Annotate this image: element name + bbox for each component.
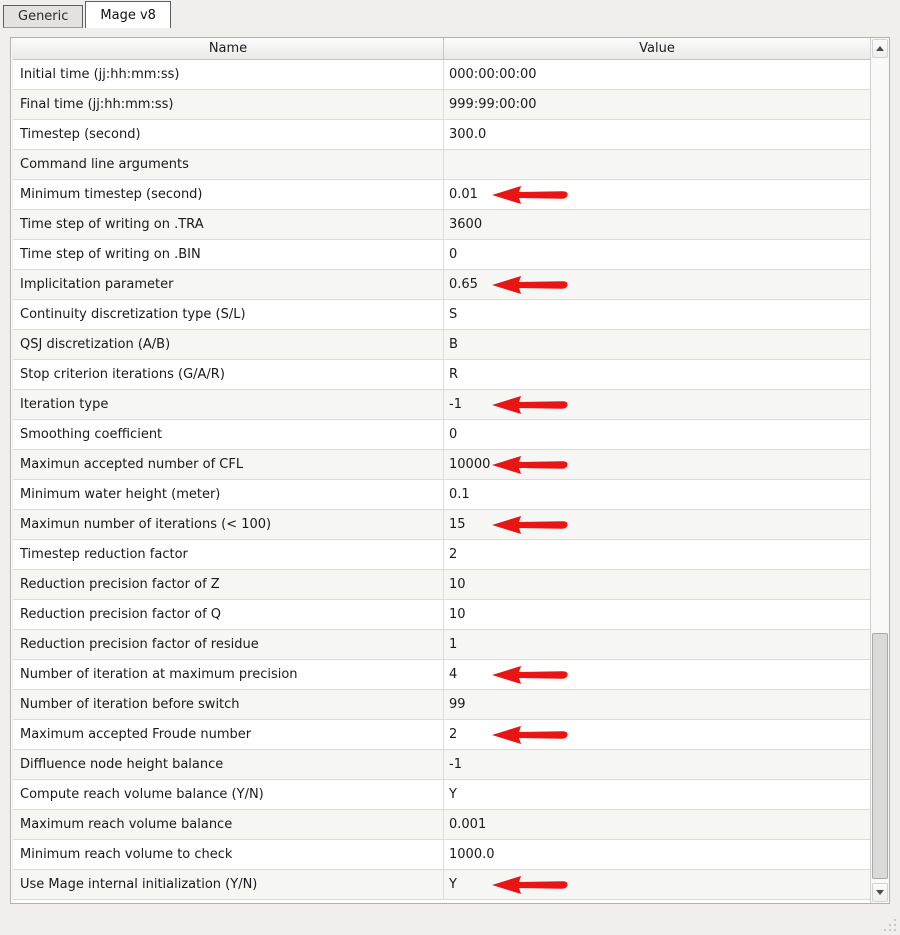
row-value-text: 000:00:00:00 (449, 67, 537, 82)
red-left-arrow-icon (490, 185, 572, 205)
table-row[interactable] (13, 360, 870, 390)
row-value-text: 0.65 (449, 277, 478, 292)
red-left-arrow-icon (490, 665, 572, 685)
row-name: Reduction precision factor of residue (13, 630, 444, 659)
row-value-text: S (449, 307, 458, 322)
row-value (444, 270, 870, 299)
row-value-text: 999:99:00:00 (449, 97, 537, 112)
row-value-text: 4 (449, 667, 458, 682)
table-body (13, 60, 870, 900)
row-name: Timestep reduction factor (13, 540, 444, 569)
row-name: Implicitation parameter (13, 270, 444, 299)
row-name: Maximum accepted Froude number (13, 720, 444, 749)
row-name: Timestep (second) (13, 120, 444, 149)
triangle-down-icon (876, 890, 884, 895)
table-row[interactable] (13, 690, 870, 720)
resize-grip[interactable] (882, 917, 898, 933)
row-name: Number of iteration at maximum precision (13, 660, 444, 689)
table-row[interactable] (13, 750, 870, 780)
table-row[interactable] (13, 60, 870, 90)
table-row[interactable] (13, 810, 870, 840)
row-value (444, 150, 870, 179)
row-value (444, 660, 870, 689)
row-value-text: B (449, 337, 458, 352)
row-value-text: 10 (449, 577, 466, 592)
row-value-text: 10000 (449, 457, 491, 472)
row-value (444, 120, 870, 149)
row-value-text: 0.01 (449, 187, 478, 202)
table-row[interactable] (13, 870, 870, 900)
row-name: Time step of writing on .TRA (13, 210, 444, 239)
row-value (444, 750, 870, 779)
table-row[interactable] (13, 300, 870, 330)
table-row[interactable] (13, 90, 870, 120)
row-name: QSJ discretization (A/B) (13, 330, 444, 359)
row-value-text: Y (449, 787, 457, 802)
row-value (444, 690, 870, 719)
table-header (13, 38, 870, 60)
row-name: Command line arguments (13, 150, 444, 179)
tab-mage-v8[interactable] (85, 1, 171, 28)
row-name: Maximun number of iterations (< 100) (13, 510, 444, 539)
row-value-text: 99 (449, 697, 466, 712)
row-value-text: 1 (449, 637, 458, 652)
row-name: Final time (jj:hh:mm:ss) (13, 90, 444, 119)
row-name: Reduction precision factor of Q (13, 600, 444, 629)
row-name: Iteration type (13, 390, 444, 419)
red-left-arrow-icon (490, 725, 572, 745)
row-name: Reduction precision factor of Z (13, 570, 444, 599)
triangle-up-icon (876, 46, 884, 51)
row-value-text: Y (449, 877, 457, 892)
row-value-text: 2 (449, 547, 458, 562)
row-name: Compute reach volume balance (Y/N) (13, 780, 444, 809)
row-value-text: 10 (449, 607, 466, 622)
scrollbar-track[interactable] (871, 59, 889, 882)
row-name: Time step of writing on .BIN (13, 240, 444, 269)
table-row[interactable] (13, 180, 870, 210)
tab-generic[interactable] (3, 5, 83, 28)
row-value (444, 780, 870, 809)
row-value-text: 0 (449, 427, 458, 442)
row-value (444, 390, 870, 419)
table-row[interactable] (13, 240, 870, 270)
row-value (444, 360, 870, 389)
table-row[interactable] (13, 480, 870, 510)
row-value (444, 720, 870, 749)
table-row[interactable] (13, 390, 870, 420)
row-name: Diffluence node height balance (13, 750, 444, 779)
row-value (444, 60, 870, 89)
row-value (444, 450, 870, 479)
table-row[interactable] (13, 120, 870, 150)
table-row[interactable] (13, 720, 870, 750)
column-header-name[interactable]: Name (13, 38, 444, 59)
row-value-text: 300.0 (449, 127, 487, 142)
table-row[interactable] (13, 600, 870, 630)
row-value-text: 0.001 (449, 817, 487, 832)
row-value-text: 0 (449, 247, 458, 262)
red-left-arrow-icon (490, 875, 572, 895)
row-name: Minimum water height (meter) (13, 480, 444, 509)
table-row[interactable] (13, 630, 870, 660)
row-name: Minimum timestep (second) (13, 180, 444, 209)
red-left-arrow-icon (490, 455, 572, 475)
row-value-text: 2 (449, 727, 458, 742)
row-value (444, 90, 870, 119)
row-value (444, 600, 870, 629)
row-value-text: 15 (449, 517, 466, 532)
row-value (444, 330, 870, 359)
row-value-text: R (449, 367, 459, 382)
red-left-arrow-icon (490, 395, 572, 415)
table-row[interactable] (13, 570, 870, 600)
row-name: Stop criterion iterations (G/A/R) (13, 360, 444, 389)
row-value (444, 420, 870, 449)
table-row[interactable] (13, 210, 870, 240)
row-value (444, 630, 870, 659)
tab-bar (0, 0, 171, 28)
row-value (444, 870, 870, 899)
row-value-text: 0.1 (449, 487, 470, 502)
table-row[interactable] (13, 780, 870, 810)
row-value (444, 510, 870, 539)
row-value-text: -1 (449, 397, 462, 412)
row-value (444, 480, 870, 509)
table-row[interactable] (13, 330, 870, 360)
table-row[interactable] (13, 660, 870, 690)
row-value (444, 210, 870, 239)
column-header-value[interactable]: Value (639, 41, 675, 56)
red-left-arrow-icon (490, 275, 572, 295)
row-value-text: -1 (449, 757, 462, 772)
tab-mage-v8-label: Mage v8 (100, 7, 156, 23)
table-row[interactable] (13, 840, 870, 870)
parameters-panel (10, 37, 890, 904)
row-name: Initial time (jj:hh:mm:ss) (13, 60, 444, 89)
row-value (444, 300, 870, 329)
row-value (444, 570, 870, 599)
row-value (444, 810, 870, 839)
parameters-table (12, 38, 870, 903)
red-left-arrow-icon (490, 515, 572, 535)
row-value-text: 1000.0 (449, 847, 495, 862)
row-name: Use Mage internal initialization (Y/N) (13, 870, 444, 899)
row-name: Number of iteration before switch (13, 690, 444, 719)
row-name: Smoothing coefficient (13, 420, 444, 449)
table-row[interactable] (13, 150, 870, 180)
row-name: Continuity discretization type (S/L) (13, 300, 444, 329)
row-value-text: 3600 (449, 217, 483, 232)
row-name: Maximun accepted number of CFL (13, 450, 444, 479)
table-row[interactable] (13, 510, 870, 540)
vertical-scrollbar[interactable] (870, 38, 889, 903)
table-row[interactable] (13, 420, 870, 450)
row-value (444, 240, 870, 269)
scroll-down-button[interactable] (872, 883, 888, 902)
row-name: Minimum reach volume to check (13, 840, 444, 869)
row-value (444, 540, 870, 569)
row-name: Maximum reach volume balance (13, 810, 444, 839)
scrollbar-thumb[interactable] (872, 633, 888, 879)
table-row[interactable] (13, 270, 870, 300)
tab-generic-label: Generic (18, 9, 69, 24)
table-row[interactable] (13, 540, 870, 570)
row-value (444, 840, 870, 869)
scroll-up-button[interactable] (872, 39, 888, 58)
row-value (444, 180, 870, 209)
table-row[interactable] (13, 450, 870, 480)
